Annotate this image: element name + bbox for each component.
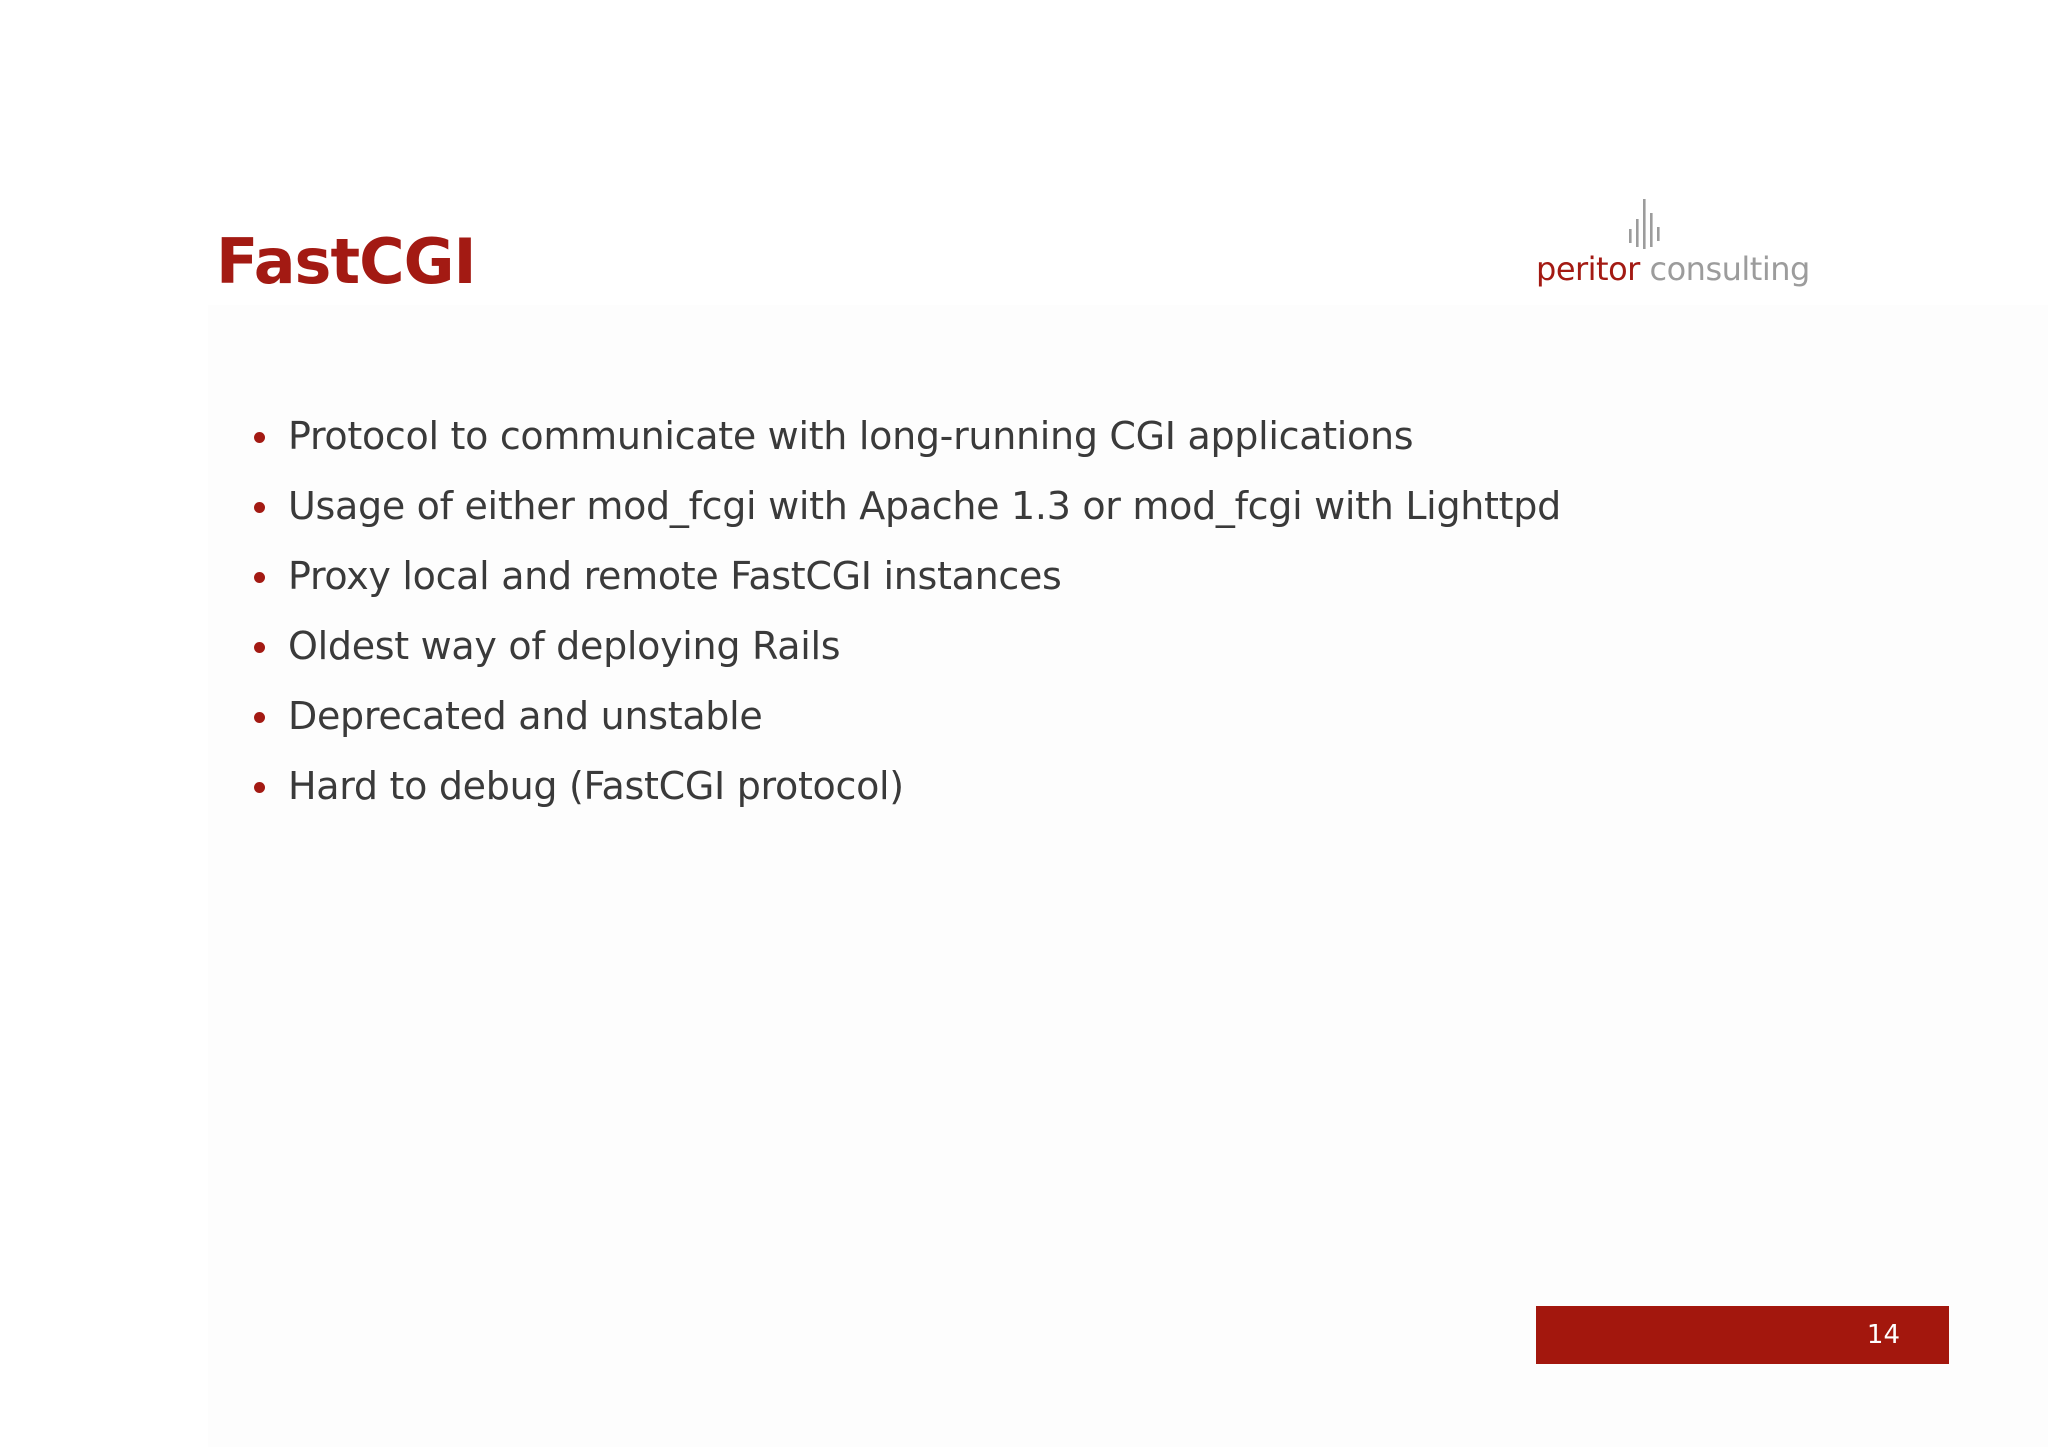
bar-lines-icon [1628,199,1662,249]
bullet-text: Protocol to communicate with long-running CGI applications [288,414,1414,458]
page-number: 14 [1866,1320,1900,1350]
bullet-item [248,474,1561,544]
slide-title: FastCGI [216,225,476,298]
bullet-text: Hard to debug (FastCGI protocol) [288,764,904,808]
bullet-dot-icon [254,572,265,583]
logo-wordmark [1536,249,1810,289]
bullet-dot-icon [254,432,265,443]
bullet-text: Usage of either mod_fcgi with Apache 1.3 or mod_fcgi with Lighttpd [288,484,1561,528]
logo-word-peritor: peritor [1536,250,1640,288]
bullet-text: Proxy local and remote FastCGI instances [288,554,1062,598]
logo-word-consulting: consulting [1649,250,1810,288]
bullet-dot-icon [254,782,265,793]
bullet-item [248,684,1561,754]
bullet-item [248,544,1561,614]
company-logo [1520,195,1820,295]
bullet-dot-icon [254,502,265,513]
bullet-item [248,404,1561,474]
bullet-text: Oldest way of deploying Rails [288,624,841,668]
bullet-dot-icon [254,712,265,723]
bullet-text: Deprecated and unstable [288,694,763,738]
bullet-dot-icon [254,642,265,653]
bullet-list [248,404,1561,824]
page-number-bar [1536,1306,1949,1364]
bullet-item [248,614,1561,684]
bullet-item [248,754,1561,824]
